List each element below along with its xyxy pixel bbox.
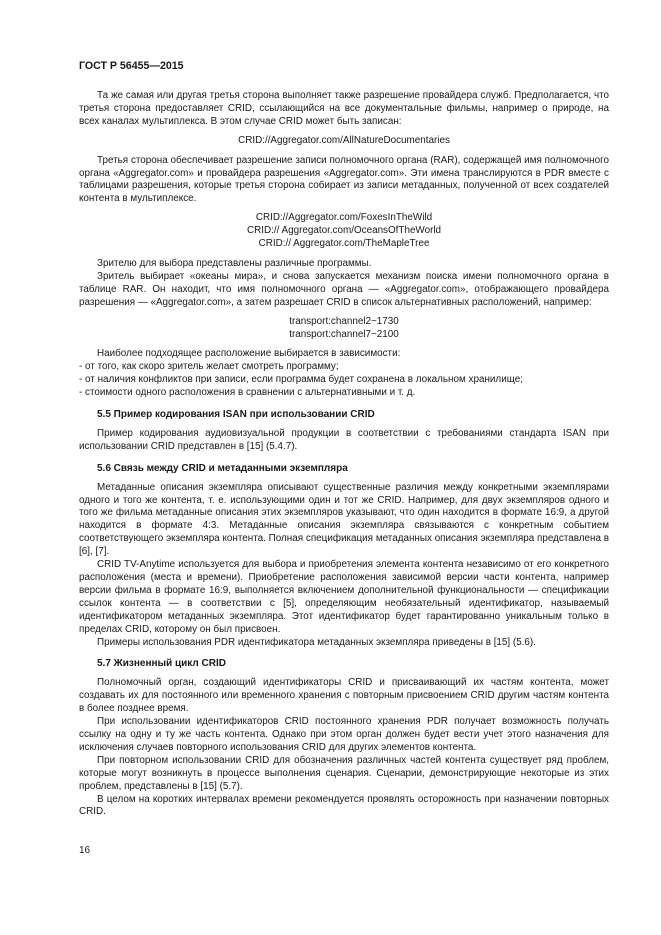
crid-line: CRID:// Aggregator.com/TheMapleTree (258, 238, 430, 250)
section-heading-5-5: 5.5 Пример кодирования ISAN при использовании CRID (97, 409, 375, 421)
paragraph: Зритель выбирает «океаны мира», и снова запускается механизм поиска имени полномочного органа в таблице RAR. Он находит, что имя полномочного органа — «Aggregator.com», отображающего провайдера разрешения — «Aggregator.com», а затем разрешает CRID в список альтернативных расположений, например: (79, 270, 609, 308)
paragraph: Полномочный орган, создающий идентификаторы CRID и присваивающий их частям контента, может создавать их для постоянного или временного хранения с повторным присвоением CRID другим частям контента в более позднее время. (79, 677, 609, 715)
transport-list (79, 316, 609, 342)
crid-line: CRID://Aggregator.com/FoxesInTheWild (255, 212, 433, 224)
list-item: - от того, как скоро зритель желает смотреть программу; (79, 361, 339, 373)
paragraph: Третья сторона обеспечивает разрешение записи полномочного органа (RAR), содержащей имя полномочного органа «Aggregator.com» и провайдера разрешения «Aggregator.com». Эти имена транслируются в PDR вместе с таблицами разрешения, которые третья сторона собирает из записи метаданных, полученной от всех создателей контента в мультиплексе. (79, 154, 609, 205)
paragraph: При повторном использовании CRID для обозначения различных частей контента существует ряд проблем, которые могут возникнуть в процессе выполнения сценария. Сценарии, демонстрирующие некоторые из этих проблем, представлены в [15] (5.7). (79, 754, 609, 792)
list-item: - стоимости одного расположения в сравнении с альтернативными и т. д. (79, 387, 416, 399)
crid-line: CRID:// Aggregator.com/OceansOfTheWorld (246, 225, 442, 237)
paragraph: Примеры использования PDR идентификатора метаданных экземпляра приведены в [15] (5.6). (97, 636, 536, 648)
paragraph: Зрителю для выбора представлены различные программы. (97, 257, 372, 269)
paragraph: Метаданные описания экземпляра описывают существенные различия между конкретными экземплярами одного и того же контента, т. е. использующими один и тот же CRID. Например, для двух экземпляров одного и того же фильма метаданные описания этих экземпляров указывают, что один находится в формате 16:9, а другой находится в формате 4:3. Метаданные описания экземпляра связываются с конкретным событием соответствующего экземпляра контента. Полная спецификация метаданных описания экземпляра представлена в [6], [7]. (79, 481, 609, 558)
transport-line: transport:channel2~1730 (289, 315, 399, 327)
paragraph: Та же самая или другая третья сторона выполняет также разрешение провайдера служб. Предполагается, что третья сторона предоставляет CRID, ссылающийся на все документальные фильмы, например о природе, на всех каналах мультиплекса. В этом случае CRID может быть записан: (79, 90, 609, 127)
document-header: ГОСТ Р 56455—2015 (79, 60, 184, 72)
list-item: - от наличия конфликтов при записи, если программа будет сохранена в локальном хранилище; (79, 374, 523, 386)
paragraph: Наиболее подходящее расположение выбирается в зависимости: (97, 348, 401, 360)
section-heading-5-7: 5.7 Жизненный цикл CRID (97, 658, 226, 670)
paragraph: При использовании идентификаторов CRID постоянного хранения PDR получает возможность получать ссылку на одну и ту же часть контента. Однако при этом орган должен будет вести учет этого назначения для исключения случаев повторного использования CRID для других элементов контента. (79, 716, 609, 753)
paragraph: Пример кодирования аудиовизуальной продукции в соответствии с требованиями стандарта ISAN при использовании CRID представлен в [15] (5.4.7). (79, 427, 609, 452)
transport-line: transport:channel7~2100 (289, 328, 399, 340)
crid-line: CRID://Aggregator.com/AllNatureDocumentaries (238, 134, 450, 146)
page-number: 16 (79, 845, 91, 856)
crid-list (79, 212, 609, 251)
paragraph: CRID TV-Anytime используется для выбора и приобретения элемента контента независимо от его конкретного расположения (места и времени). Приобретение расположения зависимой версии части контента, например версии фильма в формате 16:9, выполняется включением дополнительной функциональности — спецификации ссылок контента — в соответствии с [5], определяющим необязательный идентификатор, называемый идентификатором метаданных экземпляра. Этот идентификатор будет гарантированно уникальным только в пределах CRID, которому он был присвоен. (79, 559, 609, 635)
section-heading-5-6: 5.6 Связь между CRID и метаданными экземпляра (97, 462, 348, 474)
crid-example (79, 135, 609, 148)
bullet-list (79, 361, 609, 400)
paragraph: В целом на коротких интервалах времени рекомендуется проявлять осторожность при назначении повторных CRID. (79, 793, 609, 818)
